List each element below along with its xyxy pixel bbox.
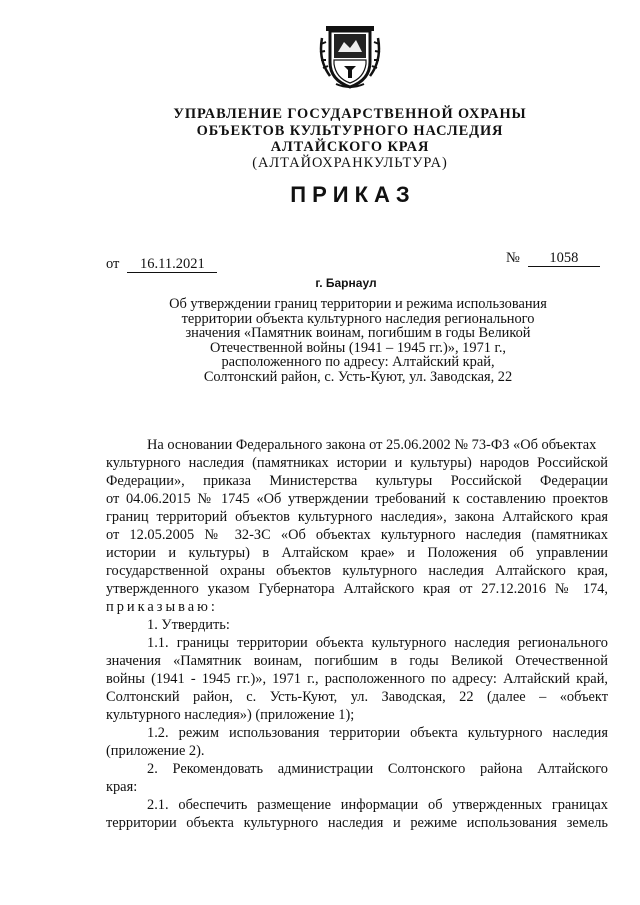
body-line: 1. Утвердить: <box>147 617 230 633</box>
coat-of-arms-icon <box>318 22 382 90</box>
order-date <box>106 256 217 273</box>
number-value: 1058 <box>528 251 600 267</box>
subject-line: значения «Памятник воинам, погибшим в годы Великой <box>185 325 531 342</box>
body-line: территории объекта культурного наследия и режиме использования земель <box>106 815 608 831</box>
date-value: 16.11.2021 <box>127 257 217 273</box>
body-line: от 12.05.2005 № 32-ЗС «Об объектах культурного наследия (памятниках <box>106 527 608 543</box>
body-line: войны (1941 - 1945 гг.)», 1971 г., расположенного по адресу: Алтайский край, <box>106 671 608 687</box>
body-line: Федерации», приказа Министерства культуры Российской Федерации <box>106 473 608 489</box>
body-line: 1.1. границы территории объекта культурного наследия регионального <box>147 635 608 651</box>
number-prefix: № <box>506 250 520 266</box>
body-line: от 04.06.2015 № 1745 «Об утверждении требований к составлению проектов <box>106 491 608 507</box>
organization-name-line-2: ОБЪЕКТОВ КУЛЬТУРНОГО НАСЛЕДИЯ <box>196 123 504 139</box>
body-line: края: <box>106 779 138 795</box>
body-line: утвержденного указом Губернатора Алтайского края от 27.12.2016 № 174, <box>106 581 608 597</box>
subject-line: Солтонский район, с. Усть-Куют, ул. Заводская, 22 <box>203 368 513 385</box>
subject-line: расположенного по адресу: Алтайский край, <box>221 354 495 371</box>
organization-name-line-1: УПРАВЛЕНИЕ ГОСУДАРСТВЕННОЙ ОХРАНЫ <box>173 106 527 122</box>
body-line: культурного наследия») (приложение 1); <box>106 707 355 723</box>
body-line: Солтонский район, с. Усть-Куют, ул. Заводская, 22 (далее – «объект <box>106 689 608 705</box>
subject-line: территории объекта культурного наследия регионального <box>181 310 535 327</box>
body-line: государственной охраны объектов культурного наследия Алтайского края, <box>106 563 608 579</box>
order-number <box>506 250 600 267</box>
body-line: культурного наследия (памятниках истории и культуры) народов Российской <box>106 455 608 471</box>
body-line: истории и культуры) в Алтайском крае» и Положения об управлении <box>106 545 608 561</box>
organization-name-line-3: АЛТАЙСКОГО КРАЯ <box>270 139 430 155</box>
body-line: 2.1. обеспечить размещение информации об утвержденных границах <box>147 797 608 813</box>
body-line: (приложение 2). <box>106 743 205 759</box>
order-subject <box>0 297 640 385</box>
date-prefix: от <box>106 256 120 272</box>
subject-line: Об утверждении границ территории и режима использования <box>169 296 547 312</box>
body-line-decree: приказываю: <box>106 599 218 615</box>
city-name: г. Барнаул <box>315 276 377 290</box>
document-type-title: ПРИКАЗ <box>290 182 416 207</box>
organization-abbreviation: (АЛТАЙОХРАНКУЛЬТУРА) <box>252 155 448 171</box>
body-line: границ территорий объектов культурного наследия», закона Алтайского края <box>106 509 608 525</box>
body-line: 2. Рекомендовать администрации Солтонского района Алтайского <box>147 761 608 777</box>
body-line: значения «Памятник воинам, погибшим в годы Великой Отечественной <box>106 653 608 669</box>
body-line: 1.2. режим использования территории объекта культурного наследия <box>147 725 608 741</box>
body-line: На основании Федерального закона от 25.06.2002 № 73-ФЗ «Об объектах <box>147 437 597 453</box>
subject-line: Отечественной войны (1941 – 1945 гг.)», 1971 г., <box>209 339 507 356</box>
